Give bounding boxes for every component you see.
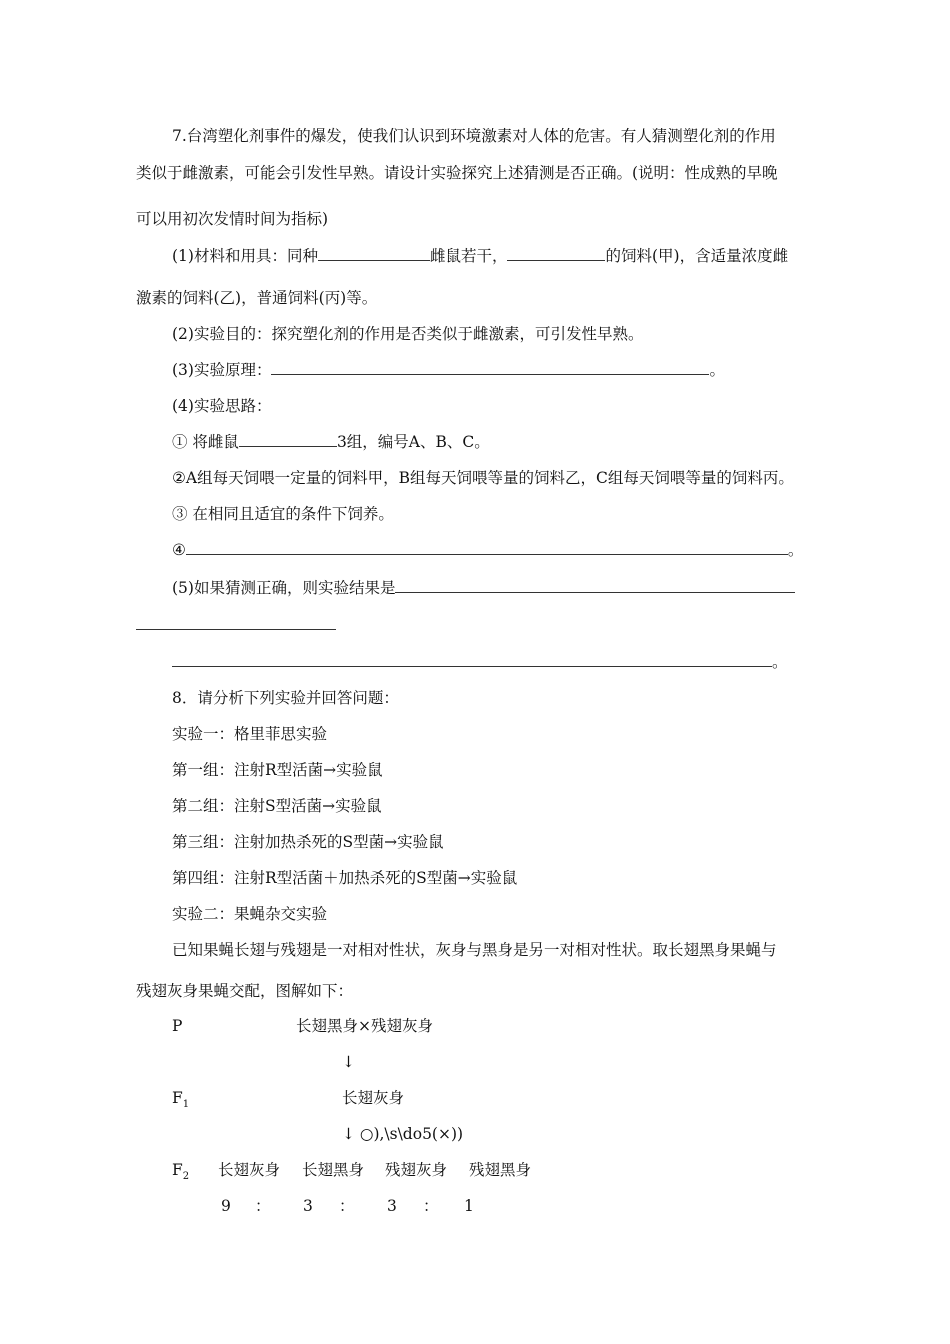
f1-subscript: 1 — [182, 1099, 190, 1111]
answer-blank[interactable] — [271, 360, 709, 375]
f2-phenotype: 残翅黑身 — [469, 1161, 532, 1179]
f2-phenotype: 长翅灰身 — [218, 1161, 281, 1179]
f2-subscript: 2 — [182, 1171, 190, 1183]
answer-blank[interactable] — [395, 578, 795, 593]
ratio-value: 9 — [221, 1197, 231, 1215]
cross-selfing-arrow: ↓ ○),\s\do5(×)) — [342, 1125, 464, 1143]
ratio-separator: ： — [423, 1197, 439, 1215]
q7-part1-text-a: (1)材料和用具：同种 — [172, 247, 318, 265]
q8-desc-line-2: 残翅灰身果蝇交配，图解如下： — [136, 982, 354, 1000]
ratio-separator: ： — [339, 1197, 355, 1215]
q7-step4-label: ④ — [172, 541, 186, 559]
ratio-value: 3 — [303, 1197, 313, 1215]
q8-desc-line-1: 已知果蝇长翅与残翅是一对相对性状，灰身与黑身是另一对相对性状。取长翅黑身果蝇与 — [172, 941, 777, 959]
answer-blank[interactable] — [239, 432, 337, 447]
cross-arrow-down-icon: ↓ — [342, 1053, 355, 1071]
cross-p-parents: 长翅黑身×残翅灰身 — [296, 1017, 433, 1035]
q7-part2: (2)实验目的：探究塑化剂的作用是否类似于雌激素，可引发性早熟。 — [172, 325, 644, 343]
q8-exp1-title: 实验一：格里菲思实验 — [172, 725, 328, 743]
ratio-value: 1 — [464, 1197, 474, 1215]
q8-intro: 8．请分析下列实验并回答问题： — [172, 689, 399, 707]
answer-blank[interactable] — [172, 652, 772, 667]
q7-step4-end: 。 — [787, 541, 804, 559]
q7-step1-text-b: 3组，编号A、B、C。 — [336, 433, 490, 451]
q7-intro-line-1: 7.台湾塑化剂事件的爆发，使我们认识到环境激素对人体的危害。有人猜测塑化剂的作用 — [172, 127, 776, 145]
q7-step4 — [172, 540, 803, 560]
q7-part1-text-b: 雌鼠若干， — [429, 247, 508, 265]
q7-step1 — [172, 432, 490, 452]
q7-intro-line-2: 类似于雌激素，可能会引发性早熟。请设计实验探究上述猜测是否正确。(说明：性成熟的早晚 — [136, 164, 778, 182]
q7-step2: ②A组每天饲喂一定量的饲料甲，B组每天饲喂等量的饲料乙，C组每天饲喂等量的饲料丙。 — [172, 469, 794, 487]
q8-exp2-title: 实验二：果蝇杂交实验 — [172, 905, 328, 923]
q7-part5-line-3 — [172, 652, 788, 672]
q7-part5 — [172, 578, 795, 598]
q7-part3-label: (3)实验原理： — [172, 361, 272, 379]
q8-group2: 第二组：注射S型活菌→实验鼠 — [172, 797, 382, 815]
q7-intro-line-3: 可以用初次发情时间为指标) — [136, 210, 329, 228]
q7-part5-text: (5)如果猜测正确，则实验结果是 — [172, 579, 396, 597]
q7-part3-end: 。 — [709, 361, 725, 379]
cross-f2-label — [172, 1160, 189, 1187]
cross-f1-label — [172, 1088, 189, 1115]
cross-p-label: P — [172, 1017, 183, 1035]
q7-part4: (4)实验思路： — [172, 397, 272, 415]
q8-group1: 第一组：注射R型活菌→实验鼠 — [172, 761, 383, 779]
cross-f1-phenotype: 长翅灰身 — [342, 1089, 405, 1107]
q7-part1-line-2: 激素的饲料(乙)，普通饲料(丙)等。 — [136, 289, 378, 307]
answer-blank[interactable] — [318, 246, 430, 261]
f2-letter: F — [172, 1161, 183, 1179]
q7-part5-end: 。 — [772, 653, 788, 671]
q7-step1-text-a: ① 将雌鼠 — [172, 433, 239, 451]
q8-group3: 第三组：注射加热杀死的S型菌→实验鼠 — [172, 833, 444, 851]
q7-part3 — [172, 360, 725, 380]
f1-letter: F — [172, 1089, 183, 1107]
q7-step3: ③ 在相同且适宜的条件下饲养。 — [172, 505, 394, 523]
f2-phenotype: 长翅黑身 — [302, 1161, 365, 1179]
answer-blank[interactable] — [136, 629, 336, 630]
q7-part1-line-1 — [172, 246, 788, 266]
q8-group4: 第四组：注射R型活菌＋加热杀死的S型菌→实验鼠 — [172, 869, 518, 887]
answer-blank[interactable] — [186, 540, 788, 555]
answer-blank[interactable] — [507, 246, 605, 261]
f2-phenotype: 残翅灰身 — [385, 1161, 448, 1179]
ratio-separator: ： — [255, 1197, 271, 1215]
ratio-value: 3 — [387, 1197, 397, 1215]
q7-part1-text-c: 的饲料(甲)，含适量浓度雌 — [605, 247, 789, 265]
